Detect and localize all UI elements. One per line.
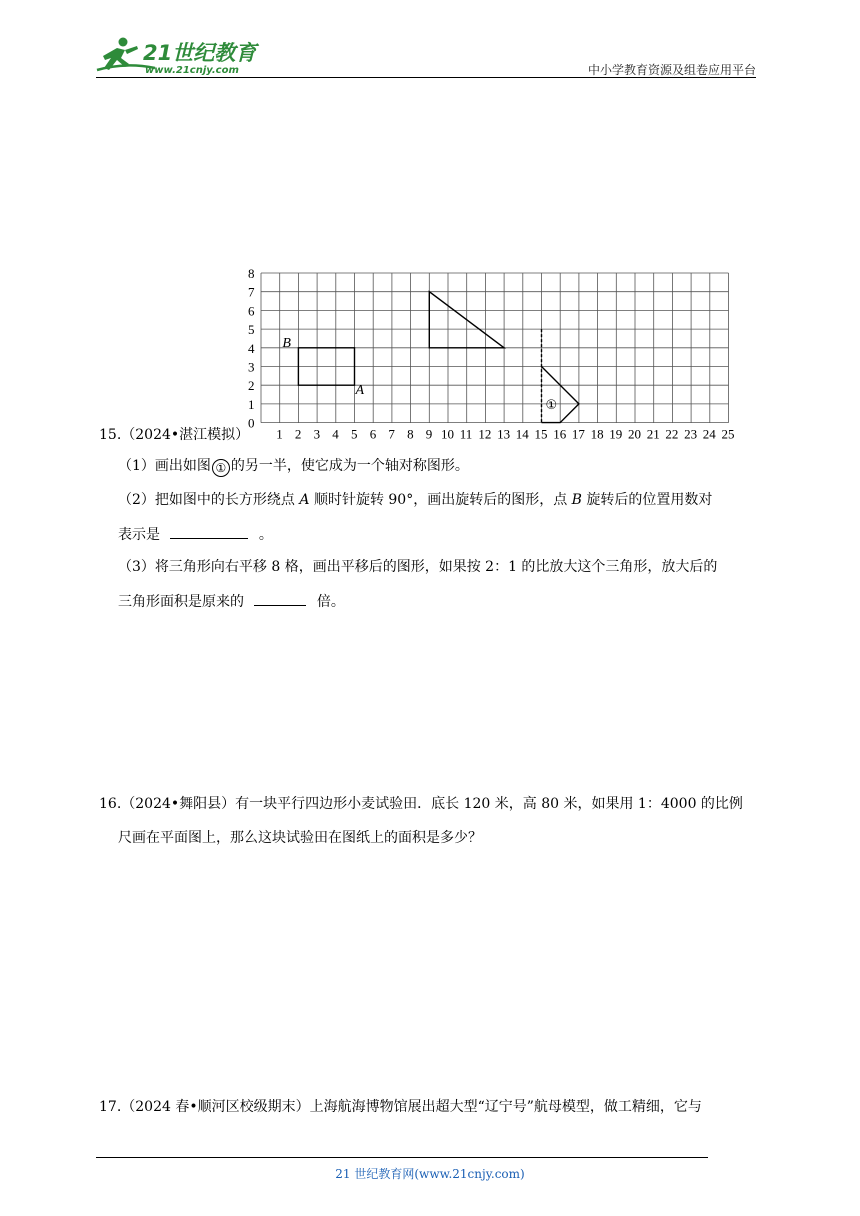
x-tick-label: 15 <box>534 426 548 442</box>
y-tick-label: 1 <box>248 396 255 412</box>
footer-divider <box>96 1157 708 1158</box>
y-tick-label: 8 <box>248 266 255 281</box>
x-tick-label: 16 <box>553 426 567 442</box>
q16-line1: 16.（2024•舞阳县）有一块平行四边形小麦试验田．底长 120 米，高 80 米，如果用 1：4000 的比例 <box>99 796 743 812</box>
point-A-ref: A <box>299 492 310 508</box>
q15-part2-answer-blank[interactable] <box>170 524 248 539</box>
q15-number: 15. <box>99 427 122 443</box>
x-tick-label: 9 <box>425 426 433 442</box>
q15-header <box>99 425 249 445</box>
q15-part2-text-e: 。 <box>258 527 273 543</box>
q15-part3-line2 <box>118 591 345 612</box>
q15-source: （2024•湛江模拟） <box>121 427 250 443</box>
platform-title: 中小学教育资源及组卷应用平台 <box>587 63 756 77</box>
q15-part2-text-d: 表示是 <box>118 527 160 543</box>
point-B-label: B <box>282 335 291 351</box>
q15-part1-text-b: 的另一半，使它成为一个轴对称图形。 <box>230 458 469 474</box>
q15-part2-text-b: 顺时针旋转 90°，画出旋转后的图形，点 <box>313 492 568 508</box>
circled-one: ① <box>212 459 230 477</box>
x-tick-label: 12 <box>478 426 492 442</box>
y-tick-label: 2 <box>248 378 255 394</box>
x-tick-label: 13 <box>497 426 511 442</box>
x-tick-label: 25 <box>721 426 735 442</box>
x-tick-label: 19 <box>609 426 623 442</box>
x-tick-label: 6 <box>369 426 377 442</box>
x-tick-label: 21 <box>646 426 660 442</box>
q15-part2-line2 <box>118 524 273 545</box>
x-tick-label: 4 <box>332 426 339 442</box>
x-tick-label: 2 <box>294 426 302 442</box>
y-tick-label: 5 <box>248 322 255 338</box>
y-tick-label: 0 <box>248 415 255 431</box>
q15-part1-text-a: （1）画出如图 <box>118 458 211 474</box>
x-tick-label: 11 <box>459 426 473 442</box>
x-tick-label: 1 <box>276 426 283 442</box>
x-tick-label: 7 <box>388 426 395 442</box>
q15-part3-answer-blank[interactable] <box>254 591 306 606</box>
x-tick-label: 24 <box>702 426 716 442</box>
x-tick-label: 14 <box>515 426 529 442</box>
q15-part1 <box>118 456 469 477</box>
q15-part2-text-c: 旋转后的位置用数对 <box>586 492 713 508</box>
logo-text: 21世纪教育 <box>143 41 257 65</box>
x-tick-label: 18 <box>590 426 604 442</box>
x-tick-label: 10 <box>441 426 454 442</box>
y-tick-label: 6 <box>248 303 255 319</box>
q15-part2-line1 <box>118 490 712 510</box>
y-tick-label: 4 <box>248 340 255 356</box>
q15-part3-text-a: （3）将三角形向右平移 8 格，画出平移后的图形，如果按 2：1 的比放大这个三角形，放大后的 <box>118 559 718 575</box>
y-tick-label: 3 <box>248 359 255 375</box>
coordinate-grid <box>240 262 740 442</box>
site-logo <box>95 36 260 78</box>
x-tick-label: 17 <box>571 426 585 442</box>
header-divider <box>96 77 756 78</box>
x-tick-label: 5 <box>351 426 358 442</box>
footer-link[interactable]: 21 世纪教育网(www.21cnjy.com) <box>335 1167 525 1181</box>
logo-url: www.21cnjy.com <box>145 65 239 76</box>
x-tick-label: 23 <box>684 426 698 442</box>
q15-part3-line1 <box>118 557 717 577</box>
q17-line1: 17.（2024 春•顺河区校级期末）上海航海博物馆展出超大型“辽宁号”航母模型，做工精细，它与 <box>99 1099 702 1115</box>
q15-part3-text-c: 倍。 <box>316 594 345 610</box>
point-A-label: A <box>355 383 365 399</box>
figure-1-marker: ① <box>545 397 558 413</box>
x-tick-label: 3 <box>313 426 321 442</box>
x-tick-label: 22 <box>665 426 679 442</box>
point-B-ref: B <box>571 492 582 508</box>
x-tick-label: 8 <box>407 426 414 442</box>
x-tick-label: 20 <box>628 426 641 442</box>
q15-part3-text-b: 三角形面积是原来的 <box>118 594 244 610</box>
q16-line2: 尺画在平面图上，那么这块试验田在图纸上的面积是多少？ <box>118 830 482 846</box>
q15-part2-text-a: （2）把如图中的长方形绕点 <box>118 492 295 508</box>
y-tick-label: 7 <box>248 284 255 300</box>
